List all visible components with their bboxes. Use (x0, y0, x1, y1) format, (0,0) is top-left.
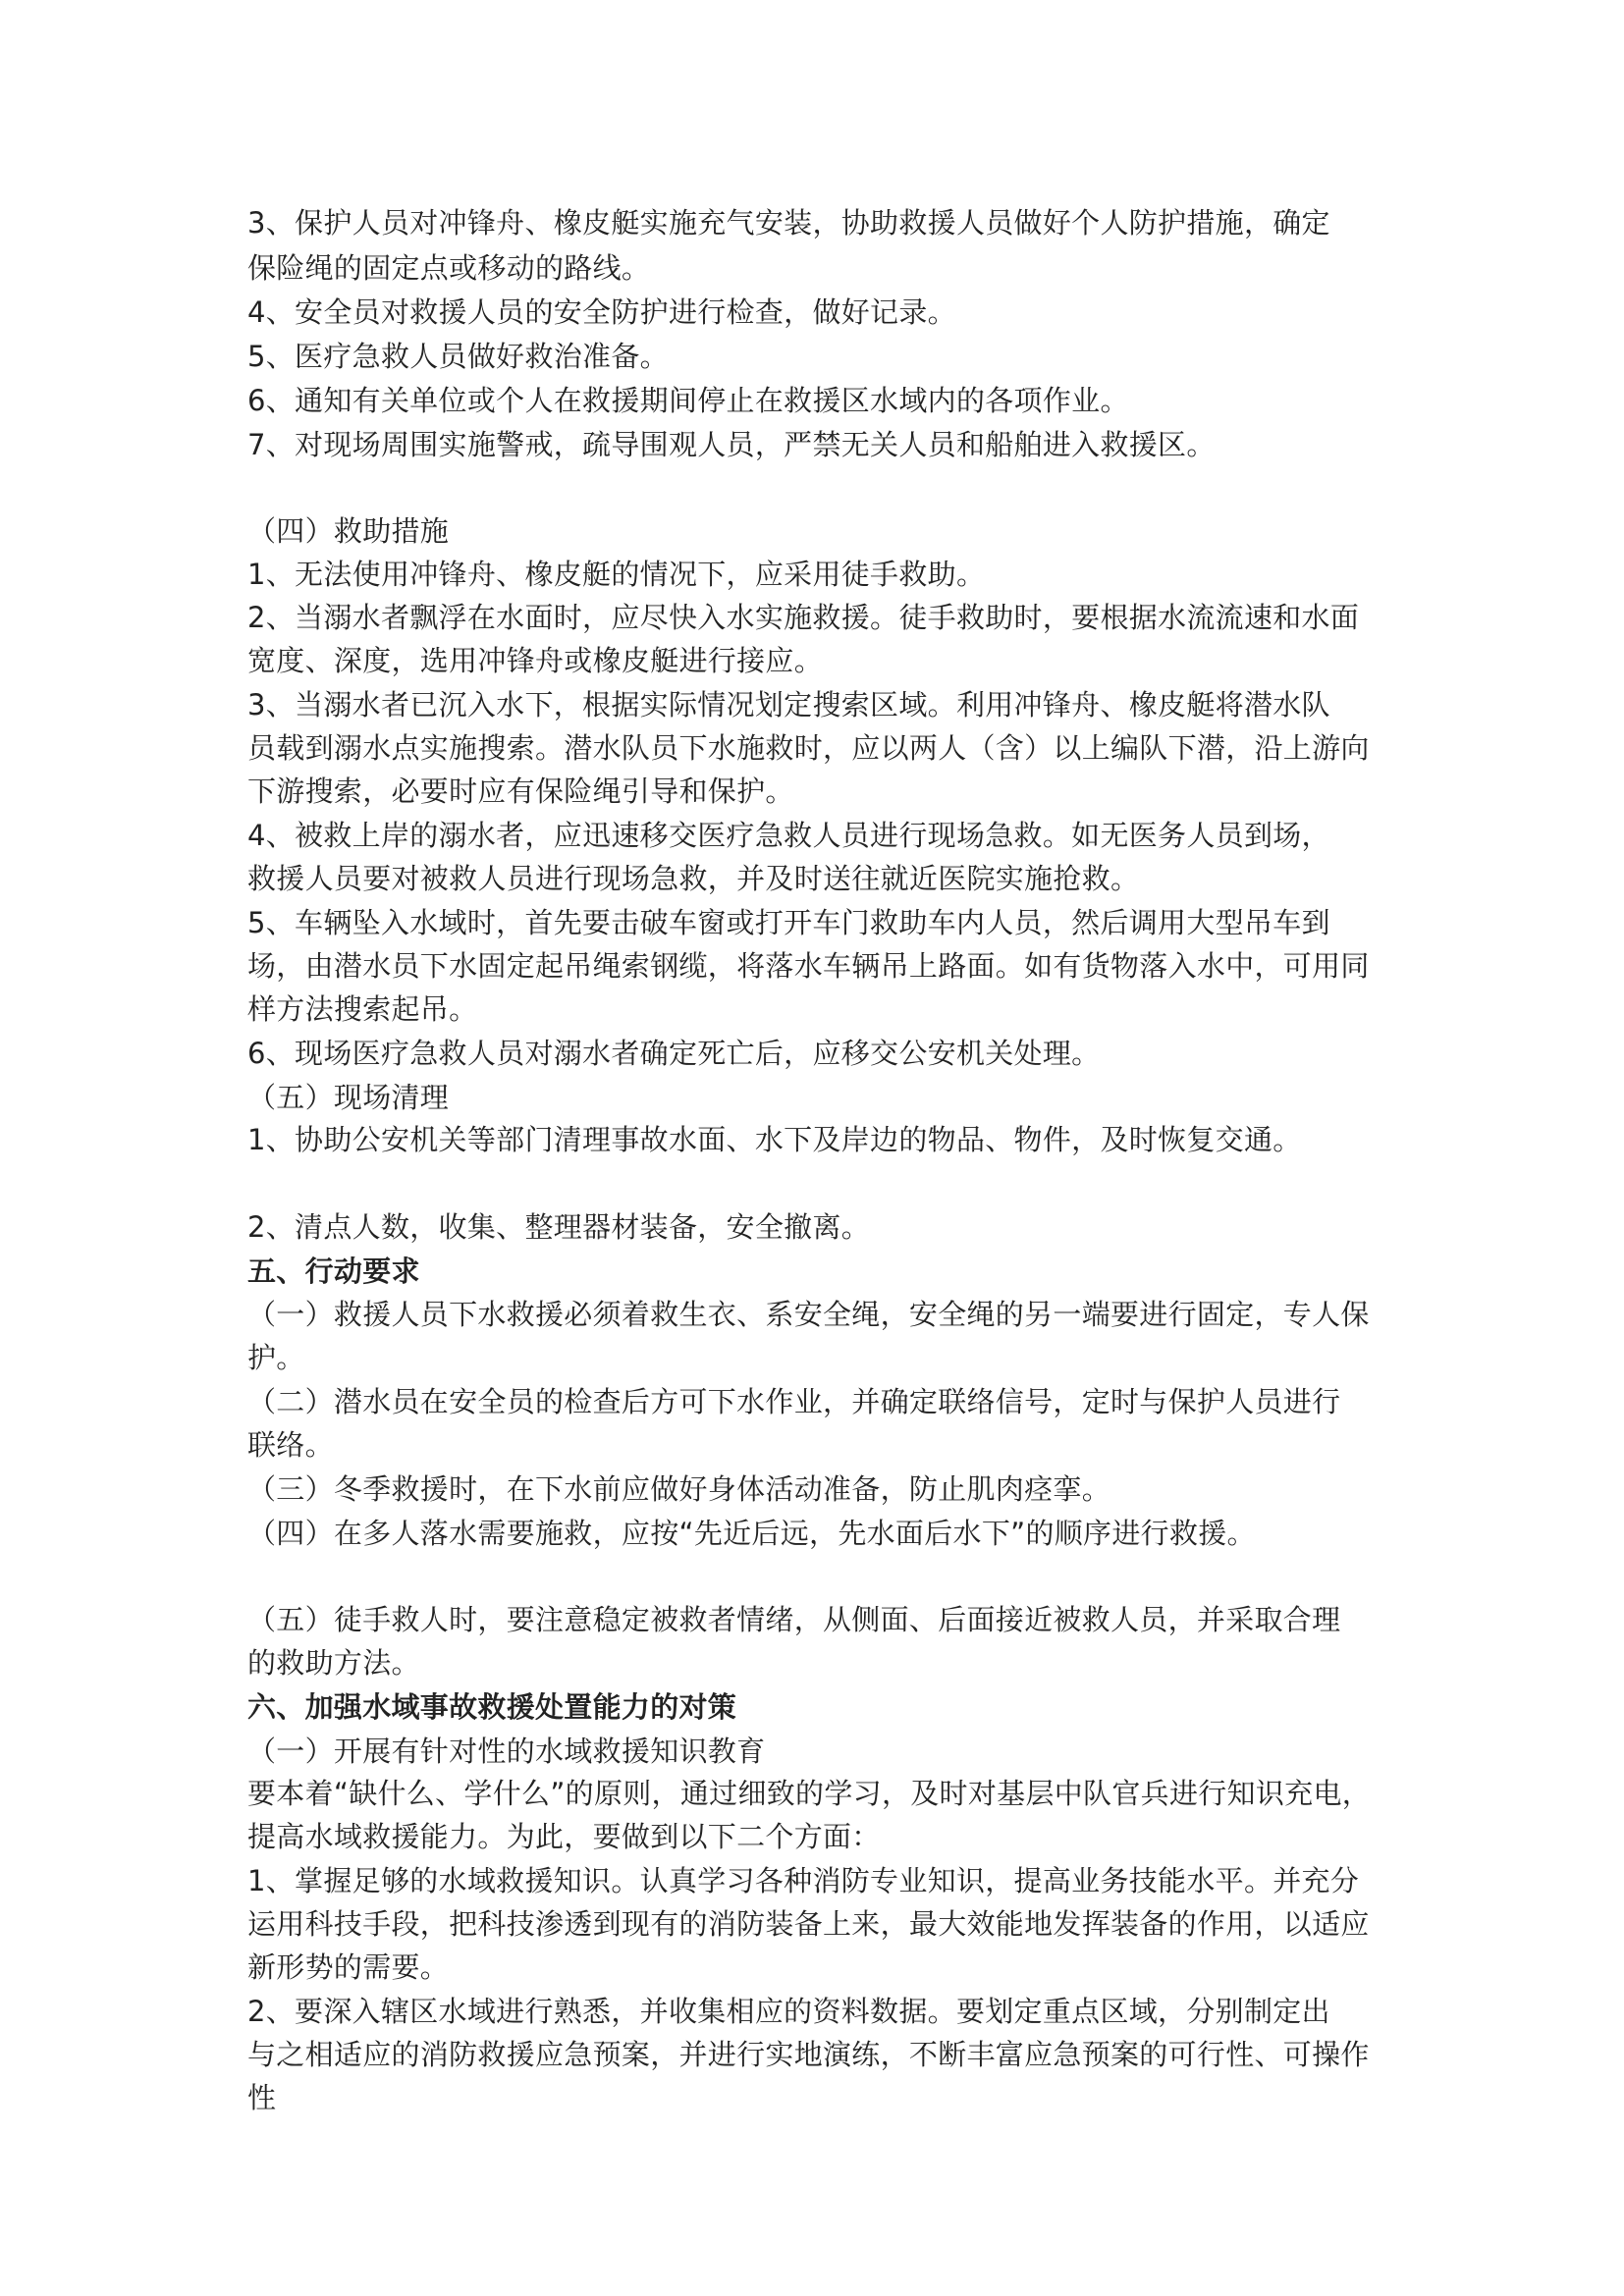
text-line: 2、清点人数，收集、整理器材装备，安全撤离。 (247, 1210, 871, 1244)
text-line: 3、当溺水者已沉入水下，根据实际情况划定搜索区域。利用冲锋舟、橡皮艇将潜水队 (247, 688, 1330, 721)
text-line: （三）冬季救援时，在下水前应做好身体活动准备，防止肌肉痉挛。 (247, 1472, 1111, 1506)
text-line: 2、要深入辖区水域进行熟悉，并收集相应的资料数据。要划定重点区域，分别制定出 (247, 1995, 1330, 2028)
text-line: 2、当溺水者飘浮在水面时，应尽快入水实施救援。徒手救助时，要根据水流流速和水面 (247, 601, 1360, 634)
text-line: （五）现场清理 (247, 1081, 450, 1114)
text-line: 性 (247, 2081, 277, 2114)
text-line: 新形势的需要。 (247, 1950, 450, 1984)
text-line: 1、协助公安机关等部门清理事故水面、水下及岸边的物品、物件，及时恢复交通。 (247, 1123, 1302, 1156)
text-line: 提高水域救援能力。为此，要做到以下二个方面： (247, 1820, 881, 1853)
text-line: （四）在多人落水需要施救，应按“先近后远，先水面后水下”的顺序进行救援。 (247, 1517, 1256, 1550)
text-line: 场，由潜水员下水固定起吊绳索钢缆，将落水车辆吊上路面。如有货物落入水中，可用同 (247, 949, 1370, 983)
text-line: （二）潜水员在安全员的检查后方可下水作业，并确定联络信号，定时与保护人员进行 (247, 1385, 1341, 1418)
text-line: 6、通知有关单位或个人在救援期间停止在救援区水域内的各项作业。 (247, 384, 1129, 417)
text-line: （四）救助措施 (247, 514, 450, 548)
text-line: 保险绳的固定点或移动的路线。 (247, 251, 651, 285)
text-line: 员载到溺水点实施搜索。潜水队员下水施救时，应以两人（含）以上编队下潜，沿上游向 (247, 731, 1370, 765)
text-line: 1、无法使用冲锋舟、橡皮艇的情况下，应采用徒手救助。 (247, 558, 986, 591)
section-heading: 六、加强水域事故救援处置能力的对策 (247, 1690, 737, 1724)
text-line: 1、掌握足够的水域救援知识。认真学习各种消防专业知识，提高业务技能水平。并充分 (247, 1864, 1360, 1897)
text-line: 要本着“缺什么、学什么”的原则，通过细致的学习，及时对基层中队官兵进行知识充电， (247, 1777, 1372, 1810)
text-line: 护。 (247, 1341, 305, 1374)
text-line: 7、对现场周围实施警戒，疏导围观人员，严禁无关人员和船舶进入救援区。 (247, 428, 1216, 461)
text-line: 运用科技手段，把科技渗透到现有的消防装备上来，最大效能地发挥装备的作用，以适应 (247, 1907, 1370, 1941)
text-line: （一）开展有针对性的水域救援知识教育 (247, 1735, 766, 1768)
text-line: 4、安全员对救援人员的安全防护进行检查，做好记录。 (247, 295, 956, 329)
text-line: 救援人员要对被救人员进行现场急救，并及时送往就近医院实施抢救。 (247, 862, 1140, 895)
text-line: 宽度、深度，选用冲锋舟或橡皮艇进行接应。 (247, 644, 824, 677)
text-line: 3、保护人员对冲锋舟、橡皮艇实施充气安装，协助救援人员做好个人防护措施，确定 (247, 206, 1330, 240)
section-heading: 五、行动要求 (247, 1255, 420, 1288)
text-line: 与之相适应的消防救援应急预案，并进行实地演练，不断丰富应急预案的可行性、可操作 (247, 2038, 1370, 2071)
text-line: （一）救援人员下水救援必须着救生衣、系安全绳，安全绳的另一端要进行固定，专人保 (247, 1298, 1370, 1331)
text-line: 下游搜索，必要时应有保险绳引导和保护。 (247, 774, 794, 808)
text-line: （五）徒手救人时，要注意稳定被救者情绪，从侧面、后面接近被救人员，并采取合理 (247, 1603, 1341, 1636)
text-line: 6、现场医疗急救人员对溺水者确定死亡后，应移交公安机关处理。 (247, 1037, 1101, 1070)
text-line: 5、医疗急救人员做好救治准备。 (247, 340, 669, 373)
text-line: 样方法搜索起吊。 (247, 992, 478, 1026)
text-line: 5、车辆坠入水域时，首先要击破车窗或打开车门救助车内人员，然后调用大型吊车到 (247, 906, 1330, 939)
text-line: 4、被救上岸的溺水者，应迅速移交医疗急救人员进行现场急救。如无医务人员到场， (247, 819, 1330, 852)
text-line: 联络。 (247, 1428, 334, 1462)
text-line: 的救助方法。 (247, 1646, 420, 1680)
